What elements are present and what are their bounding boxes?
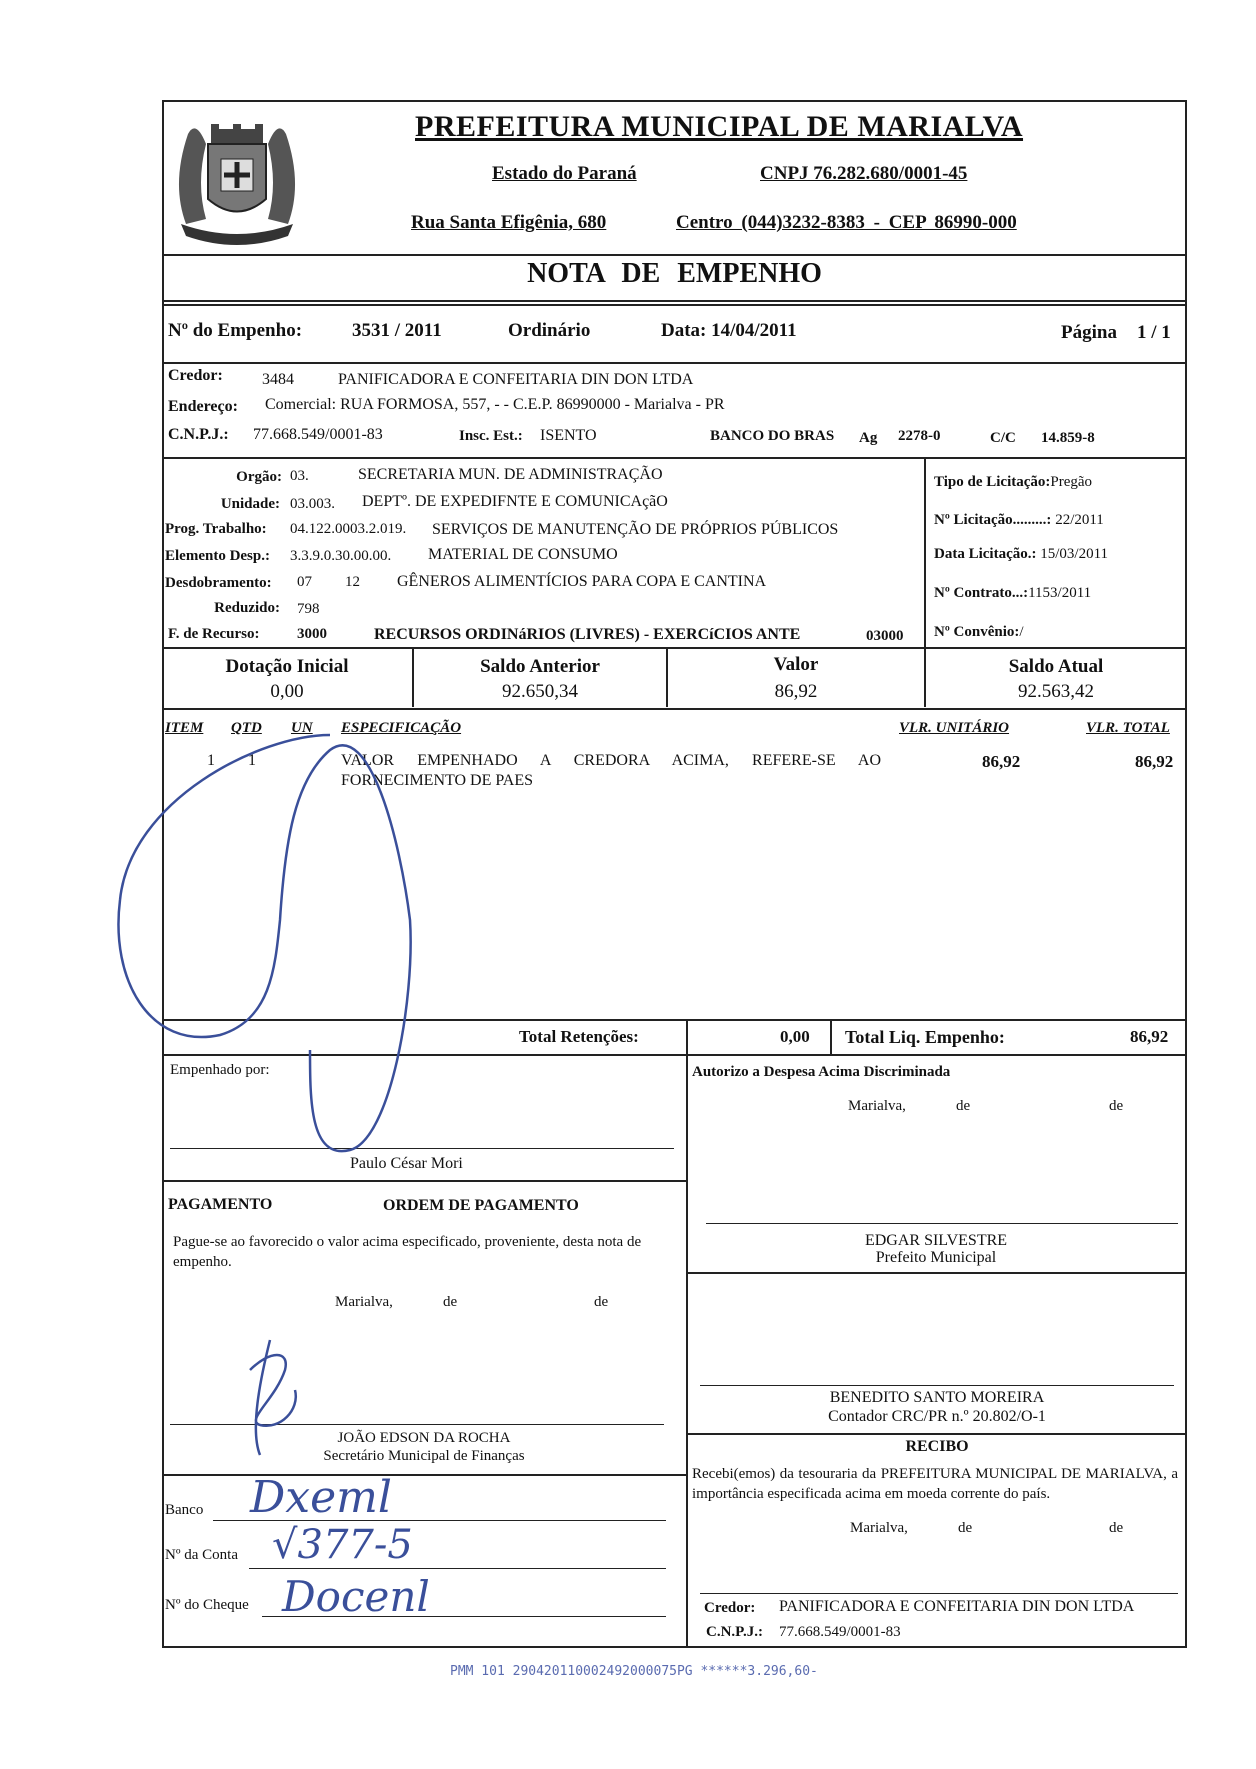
desdobramento-label: Desdobramento: [165, 575, 272, 591]
fonte-recurso-code: 3000 [297, 626, 327, 642]
prog-name: SERVIÇOS DE MANUTENÇÃO DE PRÓPRIOS PÚBLICOS [432, 521, 839, 538]
cheque-handwritten: Docenl [282, 1572, 430, 1621]
tipo-licitacao-value: Pregão [1050, 474, 1093, 490]
empenho-date: Data: 14/04/2011 [661, 320, 797, 341]
elemento-label: Elemento Desp.: [165, 548, 270, 564]
recibo-cnpj: 77.668.549/0001-83 [779, 1624, 901, 1640]
reduzido-label: Reduzido: [214, 600, 280, 616]
valor-label: Valor [773, 654, 819, 675]
page-number: 1 / 1 [1137, 322, 1171, 343]
total-retencoes-label: Total Retenções: [519, 1027, 639, 1046]
unidade-name: DEPTº. DE EXPEDIFNTE E COMUNICAçãO [362, 493, 668, 510]
empenhado-por-name: Paulo César Mori [350, 1155, 463, 1172]
numero-convenio-label: Nº Convênio: [934, 624, 1020, 640]
numero-convenio-value: / [1019, 624, 1024, 640]
secretario-title: Secretário Municipal de Finanças [323, 1448, 525, 1464]
fonte-recurso-code2: 03000 [866, 628, 904, 644]
header-cnpj: CNPJ 76.282.680/0001-45 [760, 163, 968, 184]
elemento-code: 3.3.9.0.30.00.00. [290, 548, 392, 564]
col-vlr-unitario: VLR. UNITÁRIO [899, 720, 1010, 736]
prefeito-name: EDGAR SILVESTRE [864, 1232, 1008, 1249]
recibo-credor-label: Credor: [704, 1600, 756, 1616]
contador-title: Contador CRC/PR n.º 20.802/O-1 [828, 1408, 1046, 1425]
numero-licitacao [934, 512, 1104, 529]
recibo-de1: de [958, 1520, 973, 1536]
empenho-label: Nº do Empenho: [168, 320, 303, 341]
recibo-de2: de [1109, 1520, 1124, 1536]
col-un: UN [291, 720, 313, 736]
saldo-anterior-label: Saldo Anterior [480, 656, 600, 677]
item-qtd: 1 [248, 752, 256, 769]
credor-cnpj: 77.668.549/0001-83 [253, 426, 383, 443]
item-spec-line2: FORNECIMENTO DE PAES [341, 772, 534, 789]
total-retencoes-value: 0,00 [780, 1027, 810, 1046]
header-address: Rua Santa Efigênia, 680 [411, 212, 607, 233]
pagamento-de1: de [443, 1294, 458, 1310]
ie-label: Insc. Est.: [459, 428, 523, 444]
secretario-name: JOÃO EDSON DA ROCHA [337, 1430, 511, 1446]
conta-handwritten: √377-5 [272, 1522, 413, 1568]
recibo-credor-name: PANIFICADORA E CONFEITARIA DIN DON LTDA [779, 1598, 1135, 1615]
col-vlr-total: VLR. TOTAL [1086, 720, 1170, 736]
prog-label: Prog. Trabalho: [165, 521, 267, 537]
contador-name: BENEDITO SANTO MOREIRA [829, 1389, 1045, 1406]
ag-label: Ag [859, 430, 878, 446]
footer-code: PMM 101 290420110002492000075PG ******3.296,60- [450, 1664, 818, 1679]
credor-ie: ISENTO [540, 427, 597, 444]
valor-value: 86,92 [774, 681, 818, 702]
credor-address: Comercial: RUA FORMOSA, 557, - - C.E.P. 86990000 - Marialva - PR [265, 396, 725, 413]
numero-licitacao-label: Nº Licitação.........: [934, 512, 1052, 528]
saldo-atual-value: 92.563,42 [1018, 681, 1094, 702]
pagamento-place: Marialva, [335, 1294, 393, 1310]
recibo-text: Recebi(emos) da tesouraria da PREFEITURA MUNICIPAL DE MARIALVA, a importância especificada acima em moeda corrente do país. [692, 1466, 1178, 1502]
coat-of-arms-logo [166, 104, 308, 248]
doc-title: NOTA DE EMPENHO [527, 258, 822, 289]
desdobramento-name: GÊNEROS ALIMENTÍCIOS PARA COPA E CANTINA [397, 573, 767, 590]
autorizo-place: Marialva, [848, 1098, 906, 1114]
item-spec-line1: VALOR EMPENHADO A CREDORA ACIMA, REFERE-SE AO [341, 752, 881, 769]
empenho-type: Ordinário [508, 320, 591, 341]
total-liquido-value: 86,92 [1130, 1027, 1169, 1046]
elemento-name: MATERIAL DE CONSUMO [428, 546, 618, 563]
numero-licitacao-value: 22/2011 [1055, 512, 1104, 528]
credor-name: PANIFICADORA E CONFEITARIA DIN DON LTDA [338, 371, 694, 388]
unidade-label: Unidade: [220, 496, 280, 512]
tipo-licitacao [934, 474, 1092, 491]
cnpj-label: C.N.P.J.: [168, 426, 229, 443]
data-licitacao-value: 15/03/2011 [1040, 546, 1109, 562]
orgao-label: Orgão: [236, 469, 282, 485]
numero-convenio [934, 624, 1024, 641]
desdobramento-code2: 12 [345, 574, 360, 590]
conta-label: Nº da Conta [165, 1547, 238, 1563]
endereco-label: Endereço: [168, 398, 238, 415]
recibo-title: RECIBO [905, 1438, 969, 1455]
banco-handwritten: Dxeml [250, 1472, 392, 1523]
empenhado-por-label: Empenhado por: [170, 1062, 270, 1078]
dotacao-inicial-label: Dotação Inicial [225, 656, 349, 677]
pagamento-de2: de [594, 1294, 609, 1310]
header-title: PREFEITURA MUNICIPAL DE MARIALVA [415, 110, 1024, 143]
tipo-licitacao-label: Tipo de Licitação: [934, 474, 1051, 490]
pagamento-text: Pague-se ao favorecido o valor acima especificado, proveniente, desta nota de empenho. [173, 1234, 642, 1270]
recibo-place: Marialva, [850, 1520, 908, 1536]
fonte-recurso-label: F. de Recurso: [168, 626, 260, 642]
reduzido-value: 798 [297, 601, 320, 617]
data-licitacao [934, 546, 1108, 563]
item-unit-value: 86,92 [982, 752, 1021, 771]
numero-contrato-label: Nº Contrato...: [934, 585, 1029, 601]
unidade-code: 03.003. [290, 496, 335, 512]
saldo-anterior-value: 92.650,34 [502, 681, 578, 702]
ordem-pagamento-label: ORDEM DE PAGAMENTO [383, 1197, 579, 1214]
saldo-atual-label: Saldo Atual [1008, 656, 1104, 677]
banco-label: Banco [165, 1502, 204, 1518]
numero-contrato-value: 1153/2011 [1028, 585, 1092, 601]
desdobramento-code1: 07 [297, 574, 312, 590]
header-state: Estado do Paraná [492, 163, 637, 184]
credor-code: 3484 [262, 371, 294, 388]
numero-contrato [934, 585, 1091, 602]
cc-number: 14.859-8 [1041, 430, 1095, 446]
item-number: 1 [207, 752, 215, 769]
pagamento-label: PAGAMENTO [168, 1196, 273, 1213]
autorizo-de2: de [1109, 1098, 1124, 1114]
prog-code: 04.122.0003.2.019. [290, 521, 407, 537]
orgao-name: SECRETARIA MUN. DE ADMINISTRAÇÃO [358, 466, 663, 483]
fonte-recurso-name: RECURSOS ORDINáRIOS (LIVRES) - EXERCíCIOS ANTE [374, 626, 801, 643]
item-total-value: 86,92 [1135, 752, 1174, 771]
cc-label: C/C [990, 430, 1016, 446]
data-licitacao-label: Data Licitação.: [934, 546, 1037, 562]
col-especificacao: ESPECIFICAÇÃO [341, 720, 462, 736]
cheque-label: Nº do Cheque [165, 1597, 249, 1613]
autorizo-label: Autorizo a Despesa Acima Discriminada [692, 1064, 951, 1080]
col-item: ITEM [165, 720, 204, 736]
header-contact: Centro (044)3232-8383 - CEP 86990-000 [676, 212, 1017, 233]
bank-name: BANCO DO BRAS [710, 428, 835, 444]
ag-number: 2278-0 [898, 428, 941, 444]
recibo-cnpj-label: C.N.P.J.: [706, 1624, 763, 1640]
empenho-number: 3531 / 2011 [352, 320, 442, 341]
page-label: Página [1061, 322, 1117, 343]
orgao-code: 03. [290, 468, 309, 484]
col-qtd: QTD [231, 720, 262, 736]
autorizo-de1: de [956, 1098, 971, 1114]
credor-label: Credor: [168, 367, 223, 384]
total-liquido-label: Total Liq. Empenho: [845, 1027, 1005, 1047]
prefeito-title: Prefeito Municipal [875, 1249, 997, 1266]
dotacao-inicial-value: 0,00 [270, 681, 304, 702]
